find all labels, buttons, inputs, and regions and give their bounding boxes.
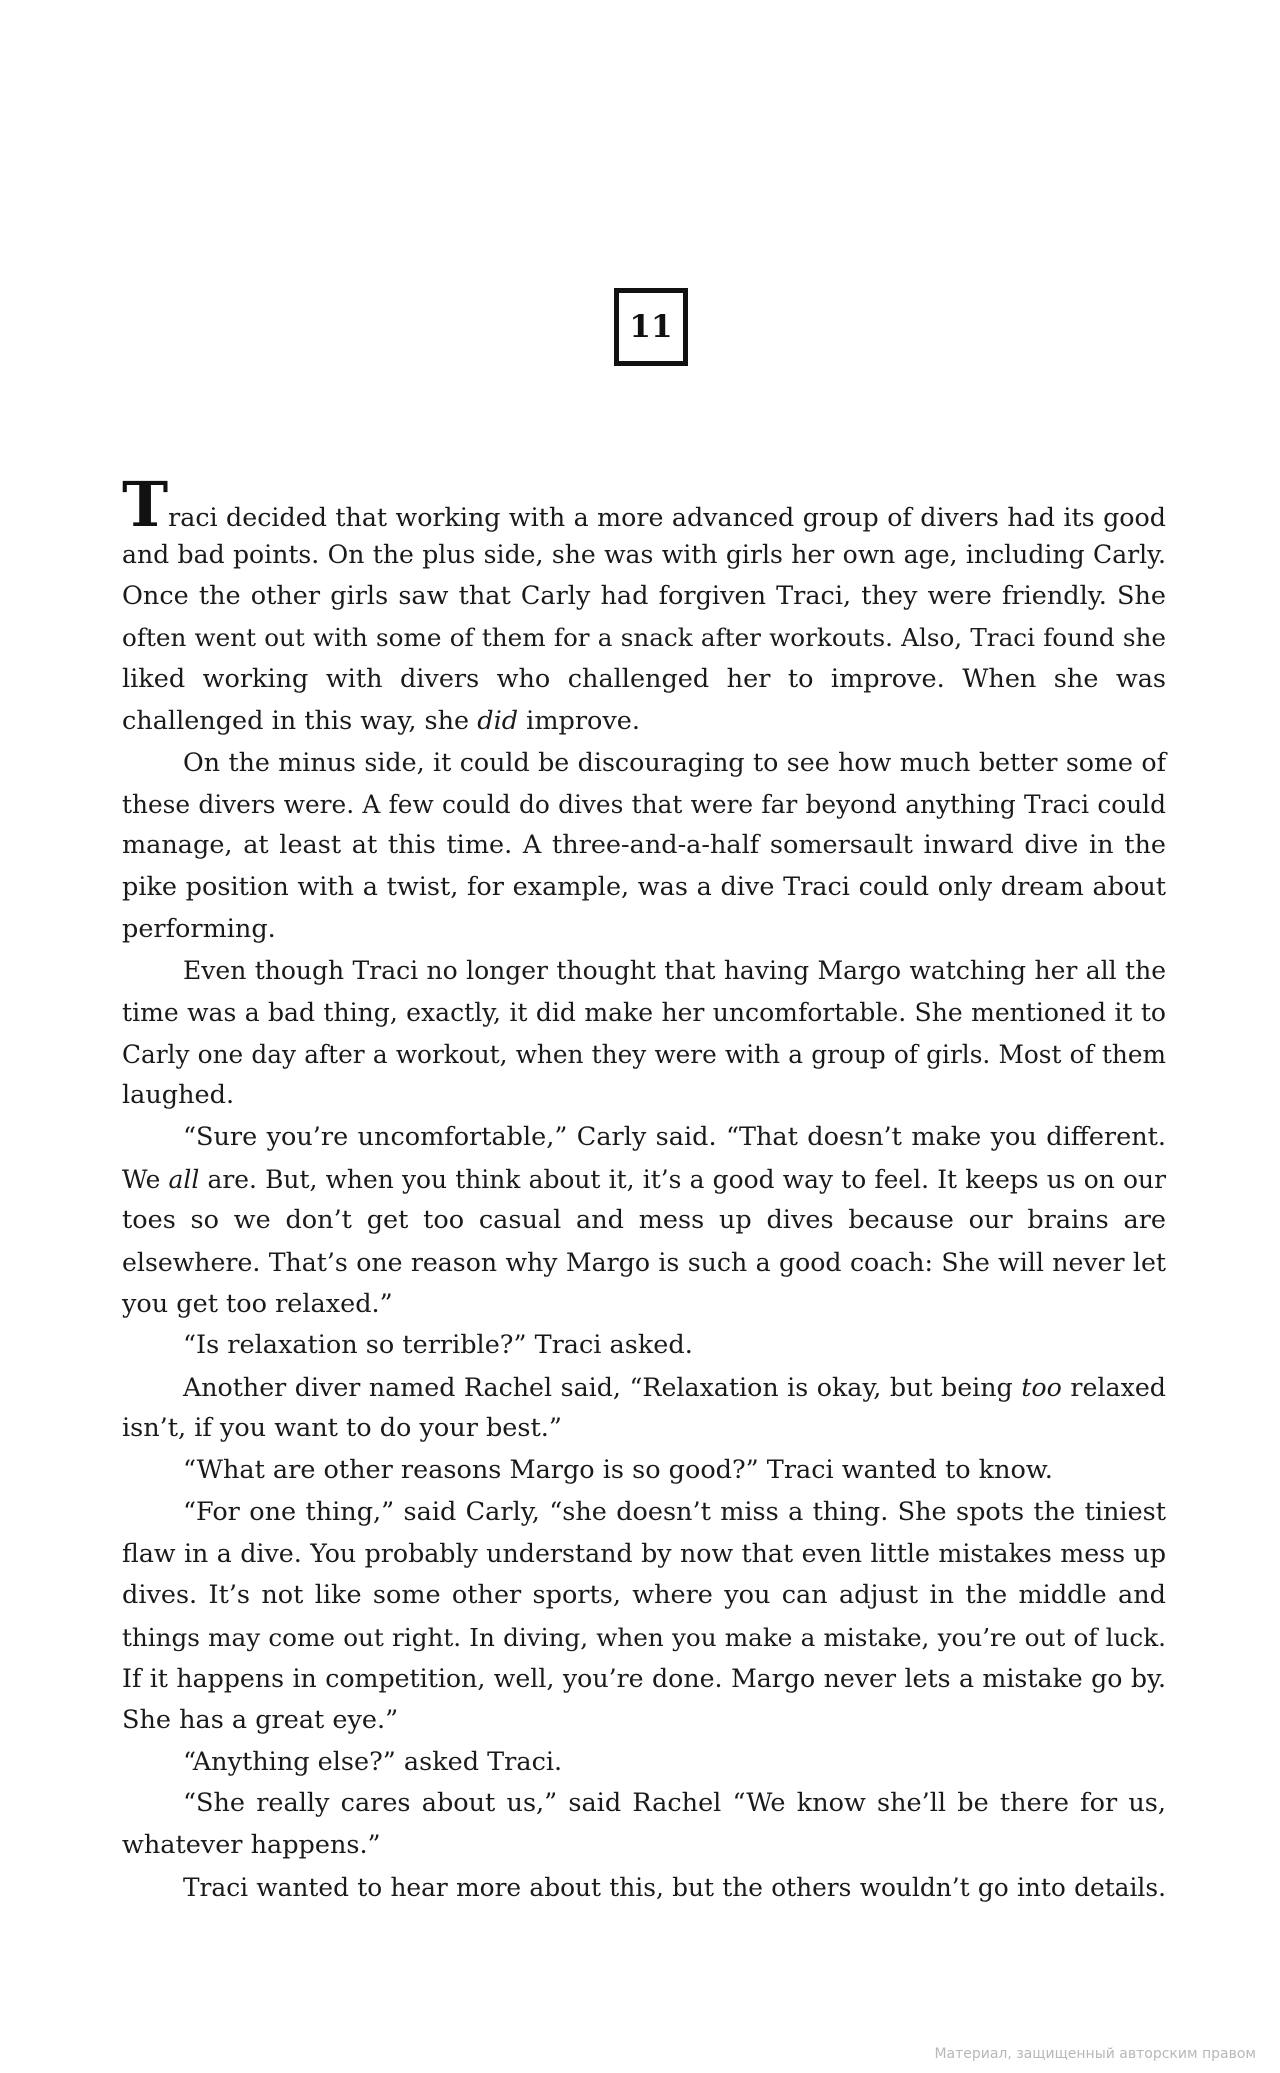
text-line: these divers were. A few could do dives that were far beyond anything Traci could <box>122 789 1166 819</box>
text-line: manage, at least at this time. A three-and-a-half somersault inward dive in the <box>122 830 1166 861</box>
drop-cap: T <box>122 468 169 541</box>
text-line: Carly one day after a workout, when they were with a group of girls. Most of them <box>122 1039 1166 1069</box>
text-line: Traci wanted to hear more about this, but the others wouldn’t go into details. <box>183 1872 1166 1902</box>
text-line: “What are other reasons Margo is so good?” Traci wanted to know. <box>183 1455 1053 1486</box>
text-line: “For one thing,” said Carly, “she doesn’t miss a thing. She spots the tiniest <box>183 1496 1166 1527</box>
text-line: She has a great eye.” <box>122 1704 399 1735</box>
italic-run: too <box>1021 1372 1062 1402</box>
text-line: “Anything else?” asked Traci. <box>183 1746 563 1777</box>
text-line: dives. It’s not like some other sports, where you can adjust in the middle and <box>122 1580 1166 1611</box>
first-line <box>122 468 1166 541</box>
first-line-text: raci decided that working with a more advanced group of divers had its good <box>168 502 1166 532</box>
text-line: On the minus side, it could be discouraging to see how much better some of <box>183 748 1166 778</box>
text-line: elsewhere. That’s one reason why Margo is such a good coach: She will never let <box>122 1247 1166 1277</box>
text-run: relaxed <box>1061 1372 1166 1402</box>
text-line: liked working with divers who challenged her to improve. When she was <box>122 663 1166 694</box>
text-line: things may come out right. In diving, when you make a mistake, you’re out of luck. <box>122 1622 1166 1652</box>
text-run: challenged in this way, she <box>122 705 478 736</box>
text-line <box>122 1159 1166 1201</box>
chapter-number: 11 <box>629 308 673 345</box>
body-text <box>122 468 1166 1908</box>
text-line: performing. <box>122 913 276 944</box>
text-line: often went out with some of them for a snack after workouts. Also, Traci found she <box>122 623 1166 653</box>
text-line: you get too relaxed.” <box>122 1288 393 1319</box>
chapter-number-box <box>614 288 688 366</box>
text-line: flaw in a dive. You probably understand by now that even little mistakes mess up <box>122 1539 1166 1569</box>
text-line: “She really cares about us,” said Rachel “We know she’ll be there for us, <box>183 1788 1166 1819</box>
text-line: “Sure you’re uncomfortable,” Carly said. “That doesn’t make you different. <box>183 1121 1166 1152</box>
text-line <box>122 701 1166 743</box>
text-line: Even though Traci no longer thought that having Margo watching her all the <box>183 956 1166 986</box>
text-line: time was a bad thing, exactly, it did make her uncomfortable. She mentioned it to <box>122 998 1166 1028</box>
italic-run: all <box>168 1164 200 1194</box>
text-line: “Is relaxation so terrible?” Traci asked. <box>183 1330 693 1361</box>
text-run: improve. <box>518 705 640 736</box>
text-line: laughed. <box>122 1080 235 1111</box>
text-line: whatever happens.” <box>122 1829 381 1860</box>
text-line: Once the other girls saw that Carly had forgiven Traci, they were friendly. She <box>122 580 1166 611</box>
text-run: We <box>122 1164 169 1194</box>
text-line: and bad points. On the plus side, she was with girls her own age, including Carly. <box>122 540 1166 569</box>
text-line: If it happens in competition, well, you’re done. Margo never lets a mistake go by. <box>122 1664 1166 1694</box>
text-run: Another diver named Rachel said, “Relaxation is okay, but being <box>183 1372 1022 1402</box>
copyright-watermark: Материал, защищенный авторским правом <box>934 2046 1256 2062</box>
text-run: are. But, when you think about it, it’s a good way to feel. It keeps us on our <box>199 1164 1166 1194</box>
text-line <box>122 1367 1166 1409</box>
text-line: isn’t, if you want to do your best.” <box>122 1413 562 1444</box>
text-line: toes so we don’t get too casual and mess up dives because our brains are <box>122 1205 1166 1236</box>
italic-run: did <box>477 705 519 736</box>
text-line: pike position with a twist, for example, was a dive Traci could only dream about <box>122 872 1166 903</box>
